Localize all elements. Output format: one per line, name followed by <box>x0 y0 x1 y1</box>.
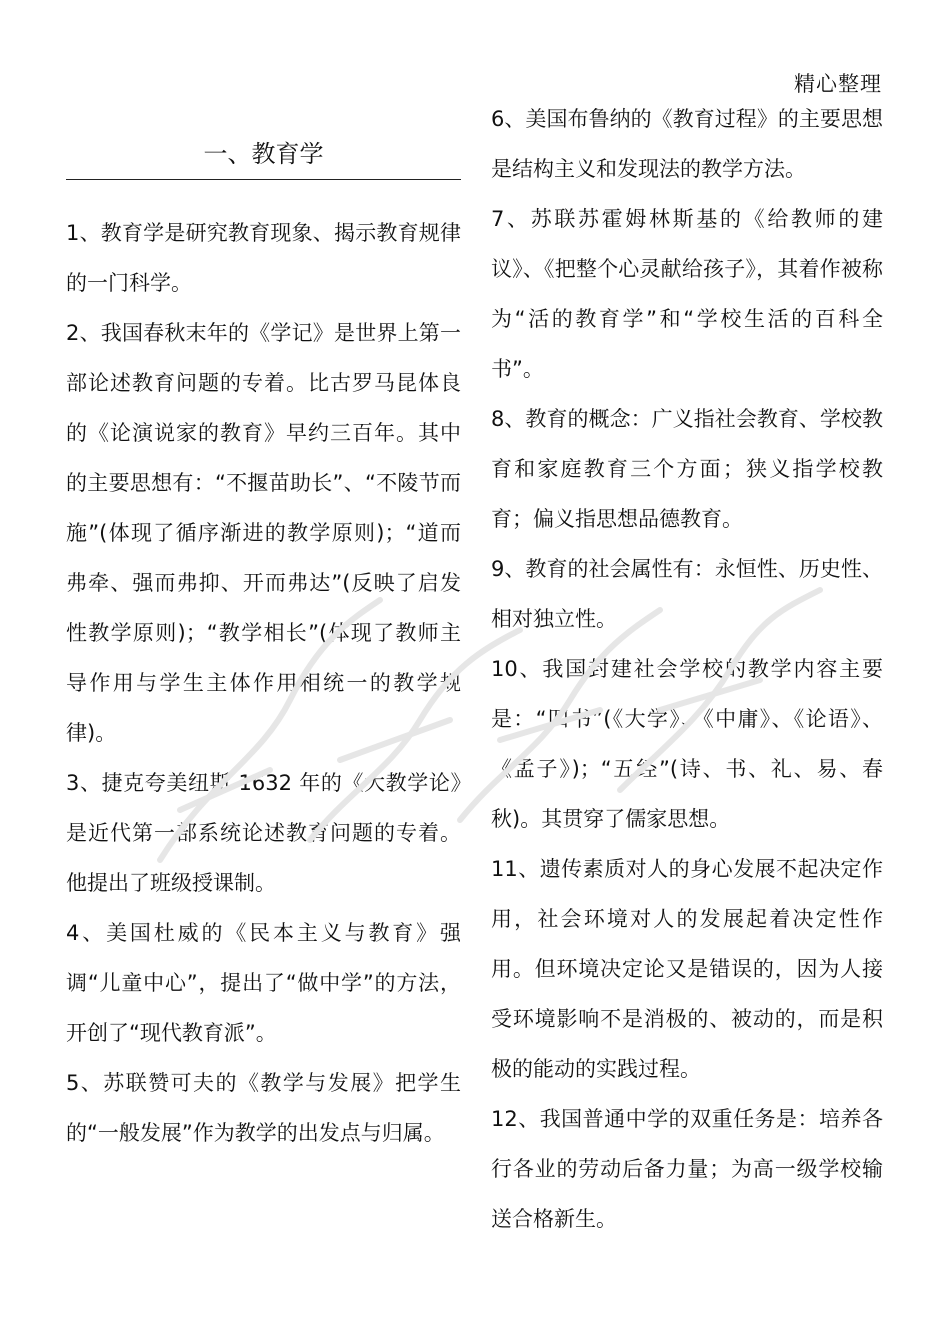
right-column <box>491 94 883 1244</box>
list-item: 10、我国封建社会学校的教学内容主要是：“四书”(《大学》、《中庸》、《论语》、《孟子》)；“五经”(诗、书、礼、易、春秋)。其贯穿了儒家思想。 <box>491 657 883 831</box>
list-item: 1、教育学是研究教育现象、揭示教育规律的一门科学。 <box>66 221 461 295</box>
list-item: 7、苏联苏霍姆林斯基的《给教师的建议》、《把整个心灵献给孩子》，其着作被称为“活的教育学”和“学校生活的百科全书”。 <box>491 207 883 381</box>
left-column <box>66 208 461 1158</box>
list-item: 3、捷克夸美纽斯 1632 年的《大教学论》是近代第一部系统论述教育问题的专着。他提出了班级授课制。 <box>66 771 461 895</box>
header-tag: 精心整理 <box>794 72 882 96</box>
list-item: 5、苏联赞可夫的《教学与发展》把学生的“一般发展”作为教学的出发点与归属。 <box>66 1071 461 1145</box>
title-divider <box>66 179 461 180</box>
list-item: 2、我国春秋末年的《学记》是世界上第一部论述教育问题的专着。比古罗马昆体良的《论演说家的教育》早约三百年。其中的主要思想有：“不揠苗助长”、“不陵节而施”(体现了循序渐进的教学原则)；“道而弗牵、强而弗抑、开而弗达”(反映了启发性教学原则)；“教学相长”(体现了教师主导作用与学生主体作用相统一的教学规律)。 <box>66 321 461 745</box>
list-item: 4、美国杜威的《民本主义与教育》强调“儿童中心”，提出了“做中学”的方法，开创了“现代教育派”。 <box>66 921 461 1045</box>
list-item: 12、我国普通中学的双重任务是：培养各行各业的劳动后备力量；为高一级学校输送合格新生。 <box>491 1107 883 1231</box>
list-item: 11、遗传素质对人的身心发展不起决定作用，社会环境对人的发展起着决定性作用。但环境决定论又是错误的，因为人接受环境影响不是消极的、被动的，而是积极的能动的实践过程。 <box>491 857 883 1081</box>
list-item: 6、美国布鲁纳的《教育过程》的主要思想是结构主义和发现法的教学方法。 <box>491 107 883 181</box>
section-title: 一、教育学 <box>203 140 324 168</box>
list-item: 9、教育的社会属性有：永恒性、历史性、相对独立性。 <box>491 557 883 631</box>
list-item: 8、教育的概念：广义指社会教育、学校教育和家庭教育三个方面；狭义指学校教育；偏义指思想品德教育。 <box>491 407 883 531</box>
